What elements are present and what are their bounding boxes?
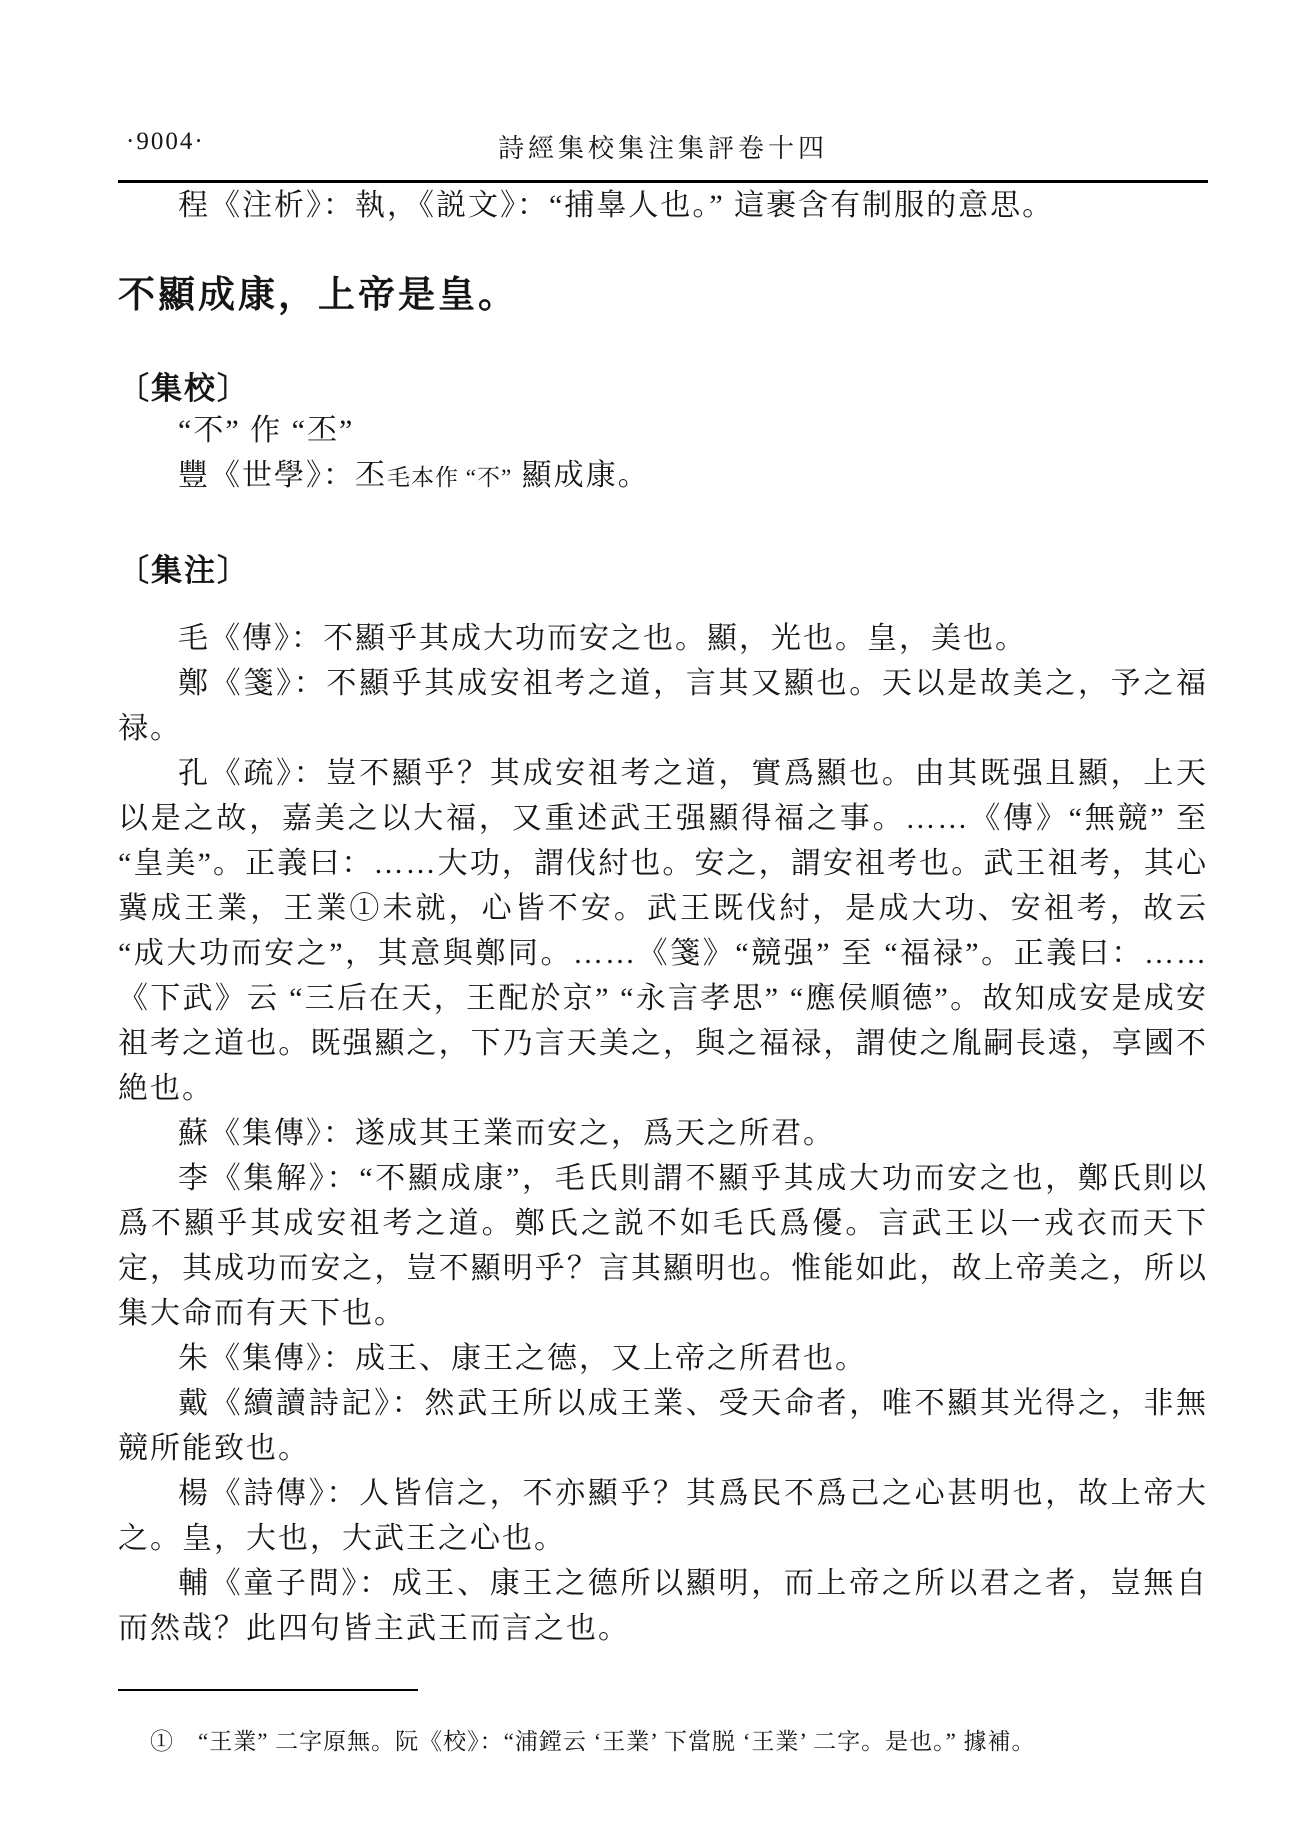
jixiao-line-variant: “不” 作 “丕” <box>178 414 355 447</box>
jizhu-paragraph-zhu: 朱《集傳》：成王、康王之德，又上帝之所君也。 <box>178 1342 867 1375</box>
jizhu-paragraph-dai: 戴《續讀詩記》：然武王所以成王業、受天命者，唯不顯其光得之，非無競所能致也。 <box>118 1387 1208 1465</box>
verse-heading: 不顯成康，上帝是皇。 <box>118 275 518 316</box>
jixiao-line-source <box>118 453 1208 500</box>
section-jizhu-title: 〔集注〕 <box>118 553 250 588</box>
jizhu-section <box>118 616 1208 1651</box>
footnote-divider <box>118 1689 418 1691</box>
intro-paragraph: 程《注析》：執，《説文》：“捕辠人也。” 這裹含有制服的意思。 <box>178 189 1055 222</box>
book-title: 詩經集校集注集評卷十四 <box>497 134 828 163</box>
page-header <box>118 128 1208 164</box>
jizhu-paragraph-li: 李《集解》：“不顯成康”，毛氏則謂不顯乎其成大功而安之也，鄭氏則以爲不顯乎其成安祖考之道。鄭氏之説不如毛氏爲優。言武王以一戎衣而天下定，其成功而安之，豈不顯明乎？言其顯明也。惟能如此，故上帝美之，所以集大命而有天下也。 <box>118 1162 1208 1330</box>
footnote-text: ① “王業” 二字原無。阮《校》：“浦鏜云 ‘王業’ 下當脱 ‘王業’ 二字。是也。” 據補。 <box>150 1729 1036 1754</box>
page-number: ·9004· <box>126 128 205 155</box>
jixiao-line-source-prefix: 豐《世學》：丕 <box>178 459 387 492</box>
section-jixiao-title: 〔集校〕 <box>118 371 250 406</box>
jizhu-paragraph-yang: 楊《詩傳》：人皆信之，不亦顯乎？其爲民不爲己之心甚明也，故上帝大之。皇，大也，大武王之心也。 <box>118 1477 1208 1555</box>
jizhu-paragraph-kong: 孔《疏》：豈不顯乎？其成安祖考之道，實爲顯也。由其既强且顯，上天以是之故，嘉美之以大福，又重述武王强顯得福之事。……《傳》“無競” 至 “皇美”。正義曰：……大功，謂伐紂也。安之，謂安祖考也。武王祖考，其心冀成王業，王業①未就，心皆不安。武王既伐紂，是成大功、安祖考，故云 “成大功而安之”，其意與鄭同。……《箋》“競强” 至 “福禄”。正義曰：……《下武》云 “三后在天，王配於京” “永言孝思” “應侯順德”。故知成安是成安祖考之道也。既强顯之，下乃言天美之，與之福禄，謂使之胤嗣長遠，享國不絶也。 <box>118 757 1208 1105</box>
jizhu-paragraph-zheng: 鄭《箋》：不顯乎其成安祖考之道，言其又顯也。天以是故美之，予之福禄。 <box>118 667 1208 745</box>
jixiao-inline-annotation: 毛本作 “不” <box>387 465 513 490</box>
jixiao-line-source-suffix: 顯成康。 <box>512 459 650 492</box>
jizhu-paragraph-fu: 輔《童子問》：成王、康王之德所以顯明，而上帝之所以君之者，豈無自而然哉？此四句皆主武王而言之也。 <box>118 1567 1208 1645</box>
jizhu-paragraph-su: 蘇《集傳》：遂成其王業而安之，爲天之所君。 <box>178 1117 835 1150</box>
jizhu-paragraph-mao: 毛《傳》：不顯乎其成大功而安之也。顯，光也。皇，美也。 <box>178 622 1027 655</box>
